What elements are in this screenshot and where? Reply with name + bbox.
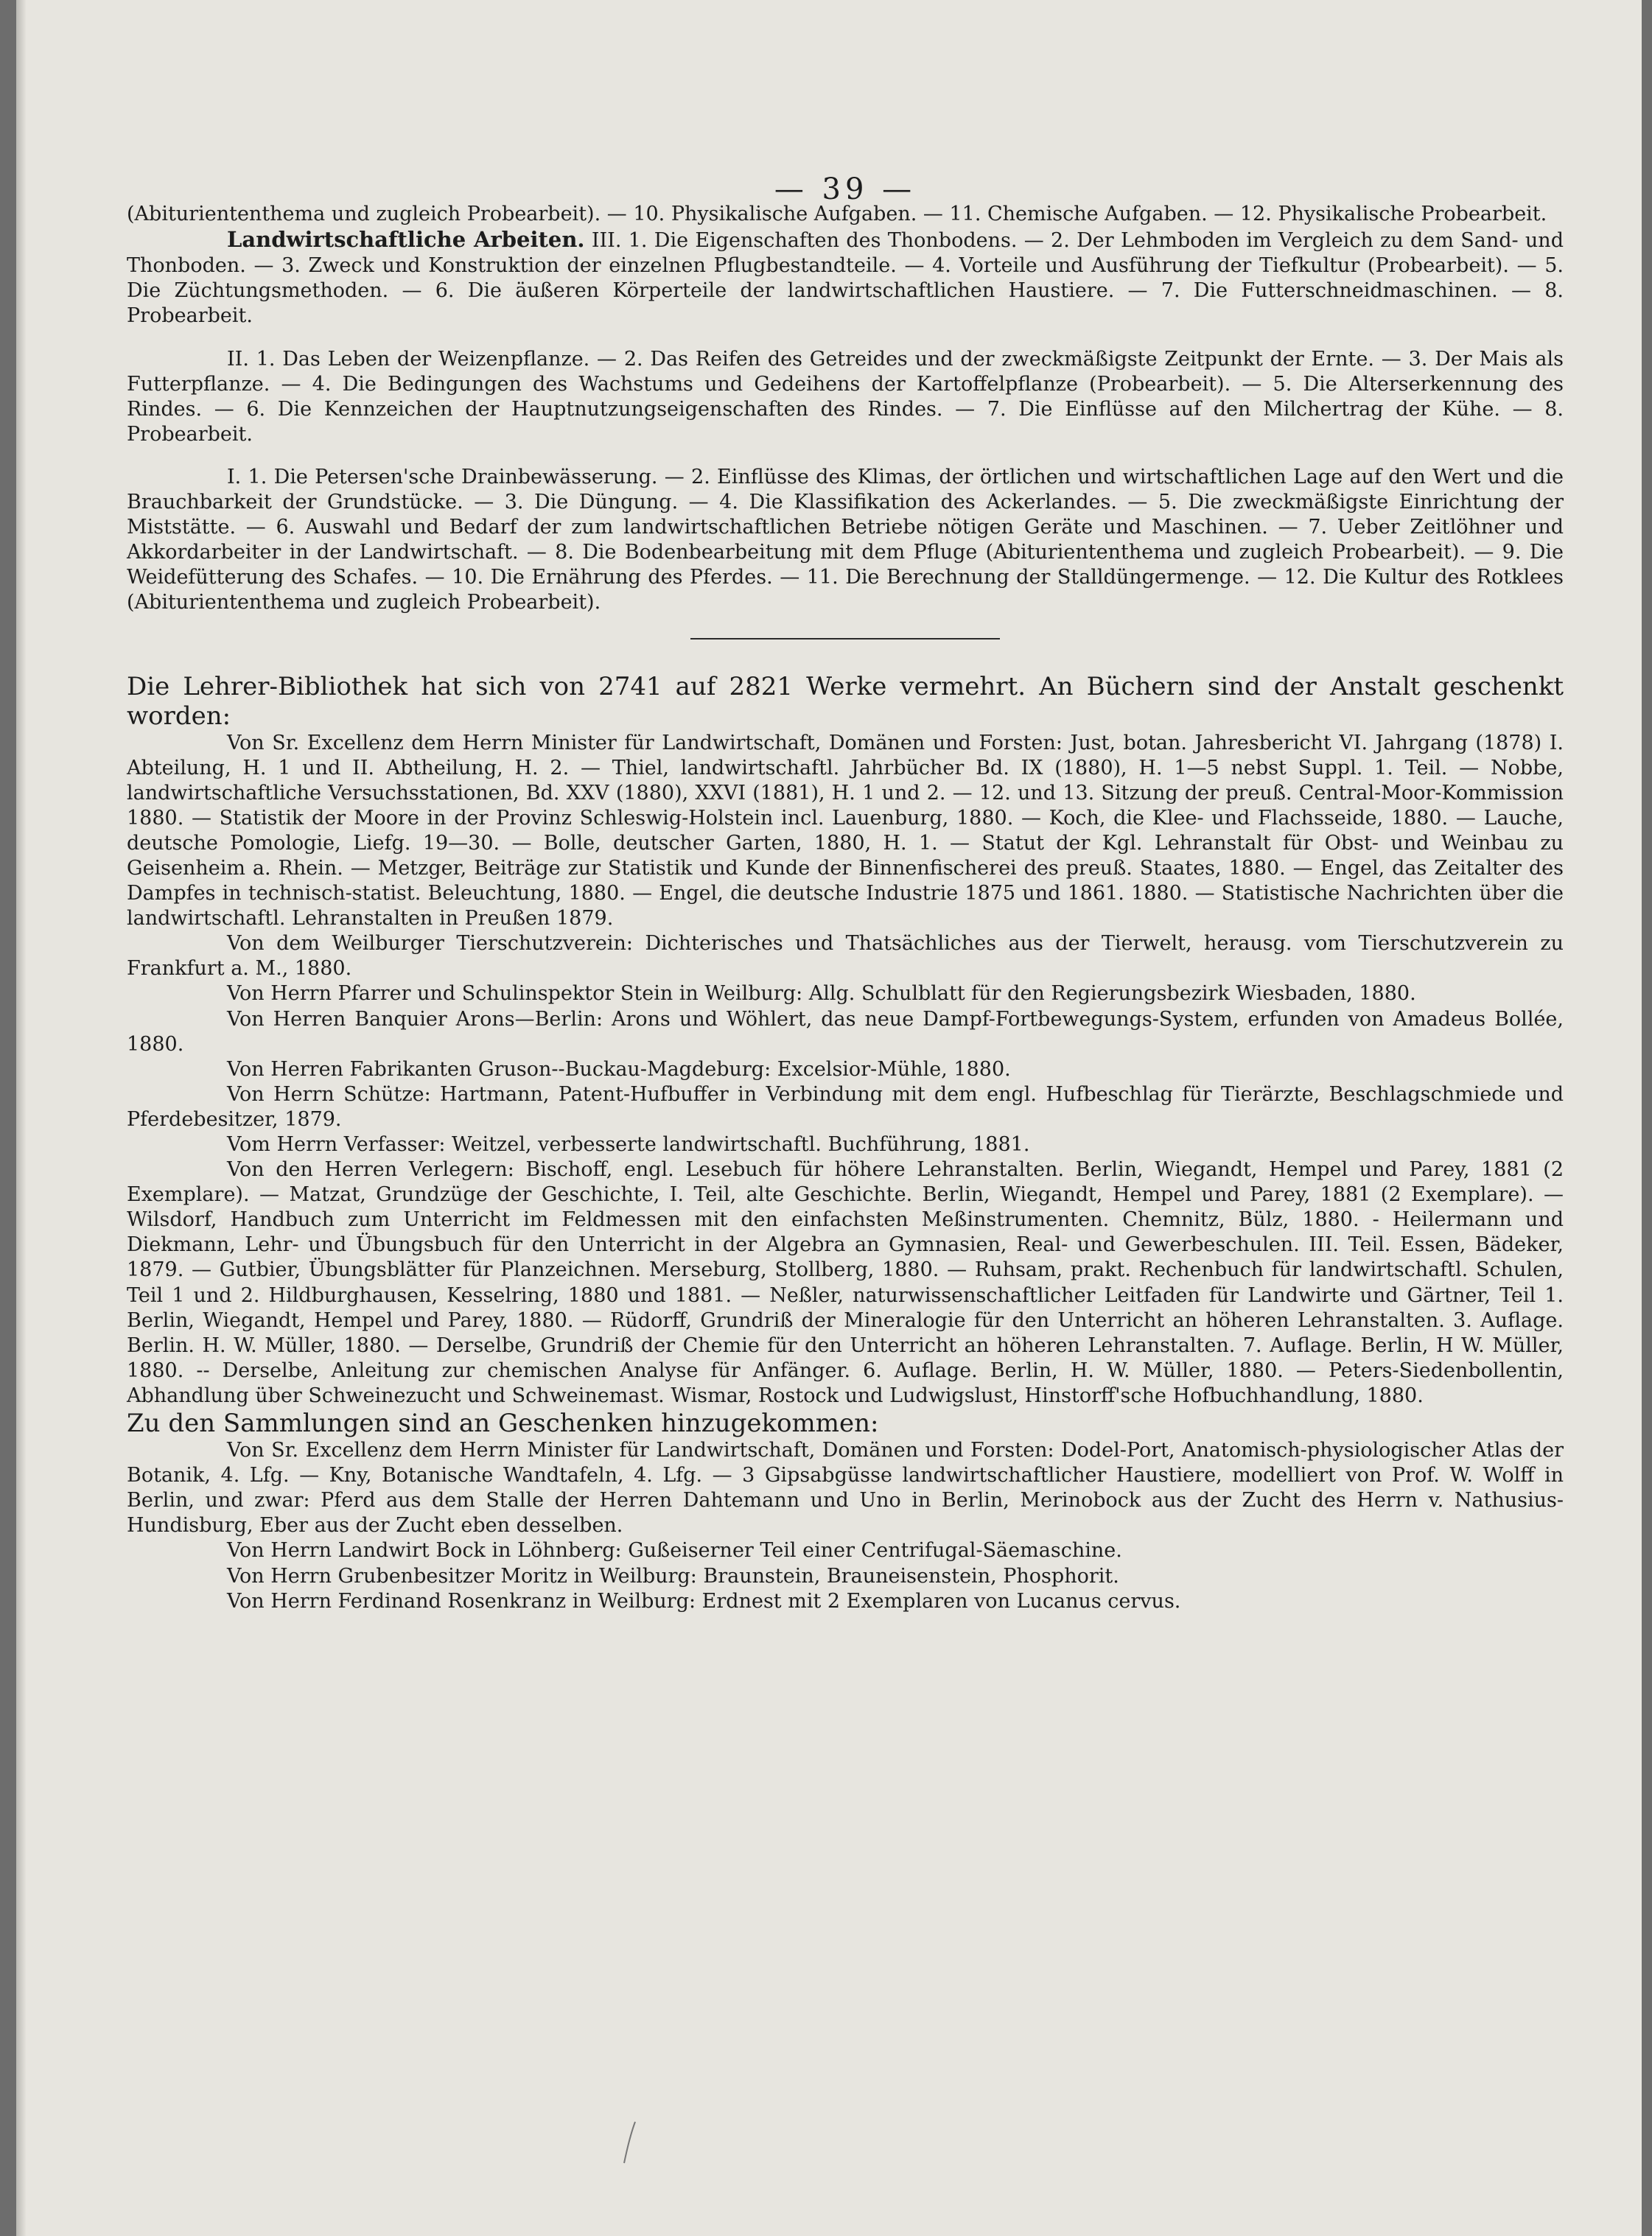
bibliothek-entry: Von Sr. Excellenz dem Herrn Minister für Landwirtschaft, Domänen und Forsten: Just, botan. Jahresbericht VI. Jahrgang (1878) I. Abteilung, H. 1 und II. Abtheilung, H. 2. — Thiel, landwirtschaftl. Jahrbücher Bd. IX (1880), H. 1—5 nebst Suppl. 1. Teil. — Nobbe, landwirtschaftliche Versuchsstationen, Bd. XXV (1880), XXVI (1881), H. 1 und 2. — 12. und 13. Sitzung der preuß. Central-Moor-Kommission 1880. — Statistik der Moore in der Provinz Schleswig-Holstein incl. Lauenburg, 1880. — Koch, die Klee- und Flachsseide, 1880. — Lauche, deutsche Pomologie, Liefg. 19—30. — Bolle, deutscher Garten, 1880, H. 1. — Statut der Kgl. Lehranstalt für Obst- und Weinbau zu Geisenheim a. Rhein. — Metzger, Beiträge zur Statistik und Kunde der Binnenfischerei des preuß. Staates, 1880. — Engel, das Zeitalter des Dampfes in technisch-statist. Beleuchtung, 1880. — Engel, die deutsche Industrie 1875 und 1861. 1880. — Statistische Nachrichten über die landwirtschaftl. Lehranstalten in Preußen 1879. <box>127 731 1564 931</box>
bibliothek-entry: Vom Herrn Verfasser: Weitzel, verbesserte landwirtschaftl. Buchführung, 1881. <box>227 1133 1030 1156</box>
sammlungen-entry: Von Herrn Grubenbesitzer Moritz in Weilburg: Braunstein, Brauneisenstein, Phosphorit. <box>227 1564 1119 1588</box>
page-number: — 39 — <box>774 172 917 206</box>
bibliothek-entry: Von Herren Banquier Arons—Berlin: Arons und Wöhlert, das neue Dampf-Fortbewegungs-System, erfunden von Amadeus Bollée, 1880. <box>127 1007 1564 1056</box>
class-III-text: III. 1. Die Eigenschaften des Thonbodens. — 2. Der Lehmboden im Vergleich zu dem Sand- und Thonboden. — 3. Zweck und Konstruktion der einzelnen Pflugbestandteile. — 4. Vorteile und Ausführung der Tiefkultur (Probearbeit). — 5. Die Züchtungsmethoden. — 6. Die äußeren Körperteile der landwirtschaftlichen Haustiere. — 7. Die Futterschneidmaschinen. — 8. Probearbeit. <box>127 229 1564 328</box>
sammlungen-entry: Von Herrn Ferdinand Rosenkranz in Weilburg: Erdnest mit 2 Exemplaren von Lucanus cervus. <box>227 1589 1181 1613</box>
landwirtschaft-class-II: II. 1. Das Leben der Weizenpflanze. — 2. Das Reifen des Getreides und der zweckmäßigste Zeitpunkt der Ernte. — 3. Der Mais als Futterpflanze. — 4. Die Bedingungen des Wachstums und Gedeihens der Kartoffelpflanze (Probearbeit). — 5. Die Alterserkennung des Rindes. — 6. Die Kennzeichen der Hauptnutzungseigenschaften des Rindes. — 7. Die Einflüsse auf den Milchertrag der Kühe. — 8. Probearbeit. <box>127 347 1564 446</box>
sammlungen-heading: Zu den Sammlungen sind an Geschenken hinzugekommen: <box>127 1409 879 1439</box>
bibliothek-entry: Von Herren Fabrikanten Gruson--Buckau-Magdeburg: Excelsior-Mühle, 1880. <box>227 1057 1011 1081</box>
landwirtschaft-class-III <box>127 227 1564 329</box>
landwirtschaft-class-I: I. 1. Die Petersen'sche Drainbewässerung. — 2. Einflüsse des Klimas, der örtlichen und wirtschaftlichen Lage auf den Wert und die Brauchbarkeit der Grundstücke. — 3. Die Düngung. — 4. Die Klassifikation des Ackerlandes. — 5. Die zweckmäßigste Einrichtung der Miststätte. — 6. Auswahl und Bedarf der zum landwirtschaftlichen Betriebe nötigen Geräte und Maschinen. — 7. Ueber Zeitlöhner und Akkordarbeiter in der Landwirtschaft. — 8. Die Bodenbearbeitung mit dem Pfluge (Abituriententhema und zugleich Probearbeit). — 9. Die Weidefütterung des Schafes. — 10. Die Ernährung des Pferdes. — 11. Die Berechnung der Stalldüngermenge. — 12. Die Kultur des Rotklees (Abituriententhema und zugleich Probearbeit). <box>127 465 1564 614</box>
pencil-mark <box>622 2120 638 2165</box>
bibliothek-entry: Von dem Weilburger Tierschutzverein: Dichterisches und Thatsächliches aus der Tierwelt, herausg. vom Tierschutzverein zu Frankfurt a. M., 1880. <box>127 932 1564 981</box>
page-text <box>127 172 1564 1614</box>
bibliothek-entry: Von Herrn Pfarrer und Schulinspektor Stein in Weilburg: Allg. Schulblatt für den Regierungsbezirk Wiesbaden, 1880. <box>227 982 1416 1006</box>
section-divider <box>690 638 1000 639</box>
sammlungen-entry: Von Herrn Landwirt Bock in Löhnberg: Gußeiserner Teil einer Centrifugal-Säemaschine. <box>227 1539 1122 1563</box>
bibliothek-entry: Von den Herren Verlegern: Bischoff, engl. Lesebuch für höhere Lehranstalten. Berlin, Wiegandt, Hempel und Parey, 1881 (2 Exemplare). — Matzat, Grundzüge der Geschichte, I. Teil, alte Geschichte. Berlin, Wiegandt, Hempel und Parey, 1881 (2 Exemplare). — Wilsdorf, Handbuch zum Unterricht im Feldmessen mit den einfachsten Meßinstrumenten. Chemnitz, Bülz, 1880. - Heilermann und Diekmann, Lehr- und Übungsbuch für den Unterricht in der Algebra an Gymnasien, Real- und Gewerbeschulen. III. Teil. Essen, Bädeker, 1879. — Gutbier, Übungsblätter für Planzeichnen. Merseburg, Stollberg, 1880. — Ruhsam, prakt. Rechenbuch für landwirtschaftl. Schulen, Teil 1 und 2. Hildburghausen, Kesselring, 1880 und 1881. — Neßler, naturwissenschaftlicher Leitfaden für Landwirte und Gärtner, Teil 1. Berlin, Wiegandt, Hempel und Parey, 1880. — Rüdorff, Grundriß der Mineralogie für den Unterricht an höheren Lehranstalten. 3. Auflage. Berlin. H. W. Müller, 1880. — Derselbe, Grundriß der Chemie für den Unterricht an höheren Lehranstalten. 7. Auflage. Berlin, H W. Müller, 1880. -- Derselbe, Anleitung zur chemischen Analyse für Anfänger. 6. Auflage. Berlin, H. W. Müller, 1880. — Peters-Siedenbollentin, Abhandlung über Schweinezucht und Schweinemast. Wismar, Rostock und Ludwigslust, Hinstorff'sche Hofbuchhandlung, 1880. <box>127 1158 1564 1407</box>
sammlungen-entry: Von Sr. Excellenz dem Herrn Minister für Landwirtschaft, Domänen und Forsten: Dodel-Port, Anatomisch-physiologischer Atlas der Botanik, 4. Lfg. — Kny, Botanische Wandtafeln, 4. Lfg. — 3 Gipsabgüsse landwirtschaftlicher Haustiere, modelliert von Prof. W. Wolff in Berlin, und zwar: Pferd aus dem Stalle der Herren Dahtemann und Uno in Berlin, Merinobock aus der Zucht des Herrn v. Nathusius-Hundisburg, Eber aus der Zucht eben desselben. <box>127 1439 1564 1538</box>
continuation-paragraph: (Abituriententhema und zugleich Probearbeit). — 10. Physikalische Aufgaben. — 11. Chemische Aufgaben. — 12. Physikalische Probearbeit. <box>127 203 1547 226</box>
document-page <box>16 0 1642 2236</box>
landwirtschaft-heading: Landwirtschaftliche Arbeiten. <box>227 227 585 253</box>
bibliothek-heading: Die Lehrer-Bibliothek hat sich von 2741 auf 2821 Werke vermehrt. An Büchern sind der Anstalt geschenkt worden: <box>127 671 1564 731</box>
bibliothek-entry: Von Herrn Schütze: Hartmann, Patent-Hufbuffer in Verbindung mit dem engl. Hufbeschlag für Tierärzte, Beschlagschmiede und Pferdebesitzer, 1879. <box>127 1082 1564 1131</box>
